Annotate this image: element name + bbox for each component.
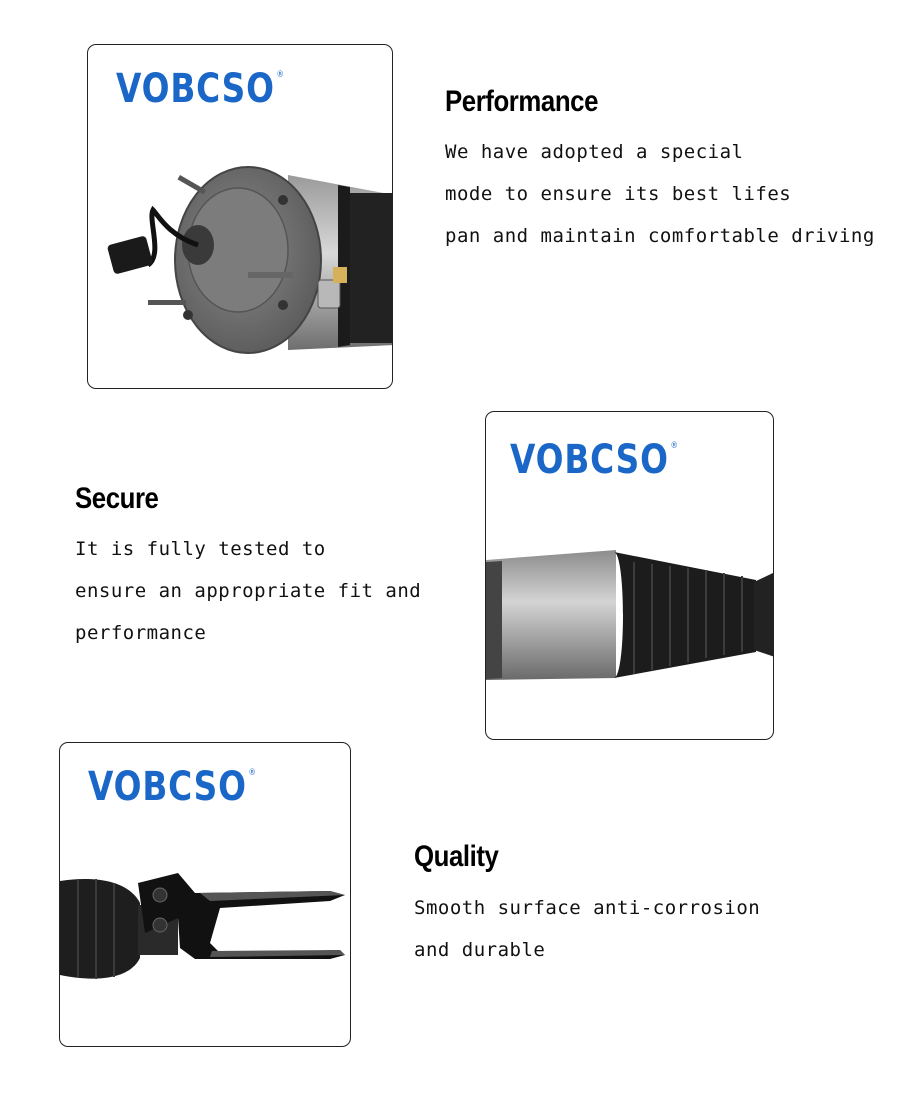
- product-image-card-bottom: [59, 742, 351, 1047]
- air-strut-fork-mount-image: [60, 743, 351, 1047]
- product-image-card-top: [87, 44, 393, 389]
- secure-heading: Secure: [75, 482, 159, 515]
- performance-heading: Performance: [445, 85, 599, 118]
- quality-description: Smooth surface anti-corrosion and durable: [414, 897, 761, 961]
- brand-logo: VOBCSO ®: [88, 764, 257, 810]
- performance-description: We have adopted a special mode to ensure its best lifes pan and maintain comfortable driving: [445, 141, 875, 247]
- quality-heading: Quality: [414, 840, 499, 873]
- brand-logo: VOBCSO ®: [116, 66, 285, 112]
- product-image-card-middle: [485, 411, 774, 740]
- secure-description: It is fully tested to ensure an appropriate fit and performance: [75, 538, 422, 644]
- brand-logo: VOBCSO ®: [510, 437, 679, 483]
- air-strut-top-mount-image: [88, 45, 393, 389]
- air-strut-bellows-image: [486, 412, 774, 740]
